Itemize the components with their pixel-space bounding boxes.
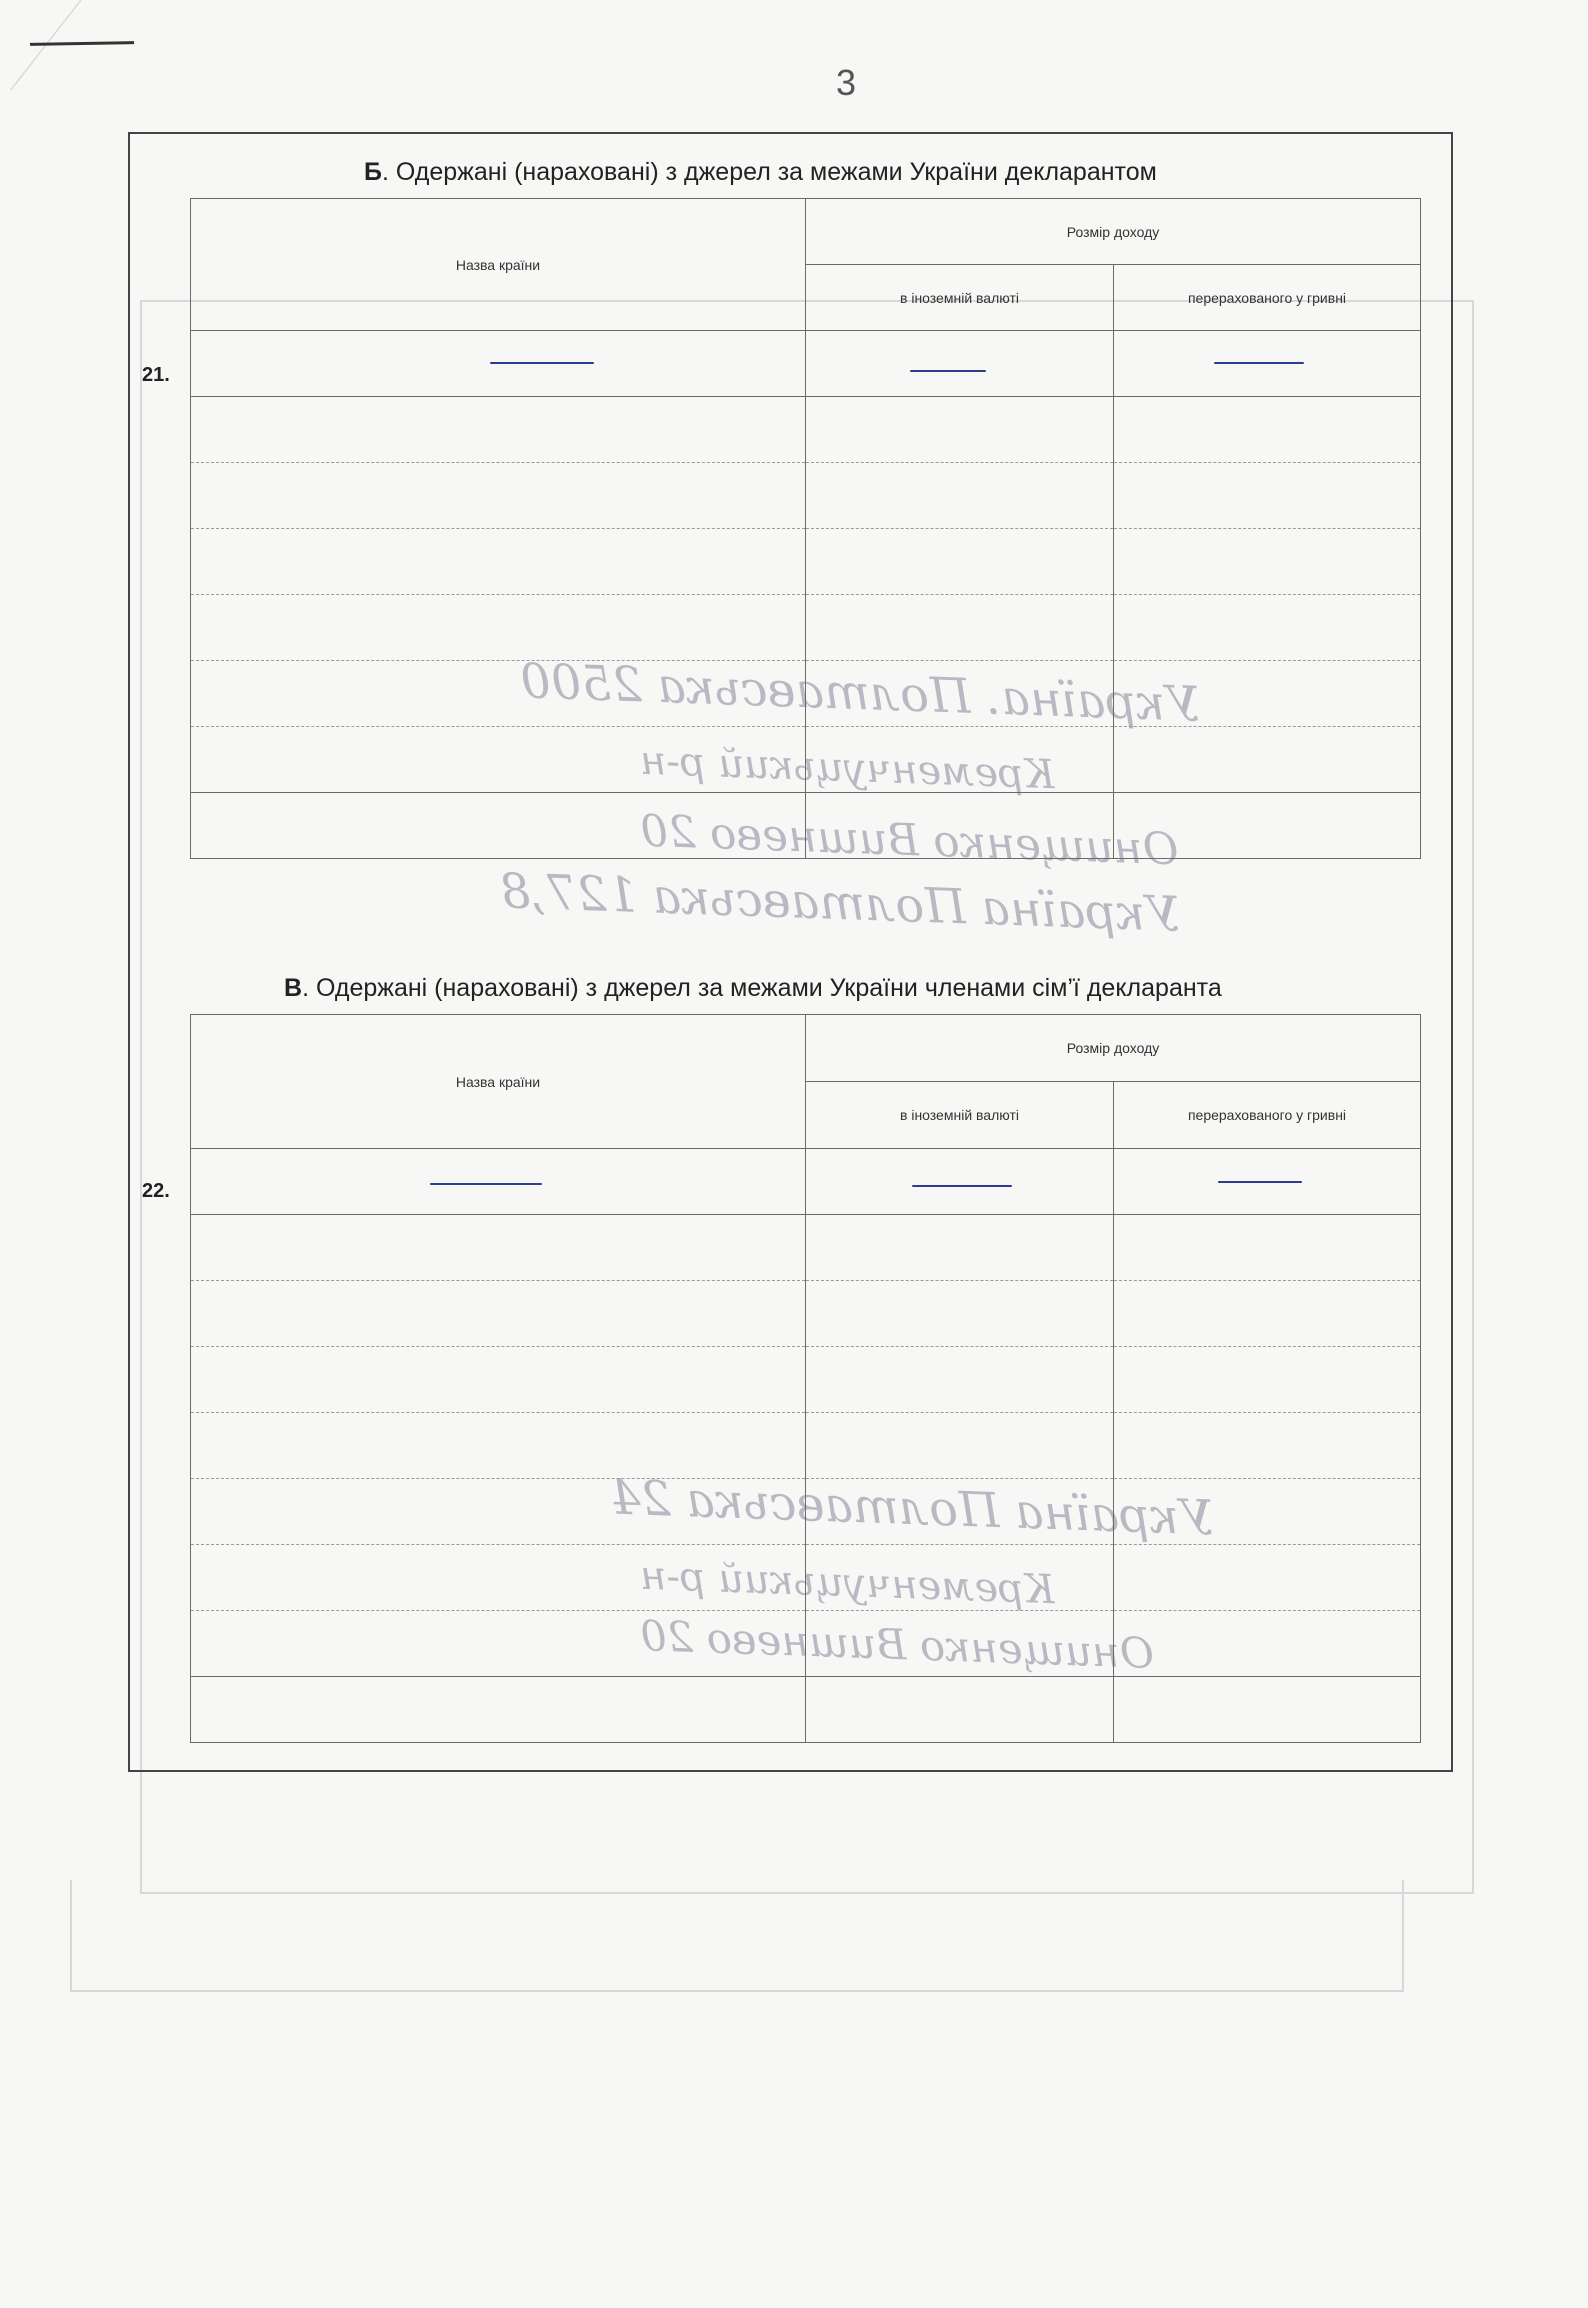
bleed-through-handwriting: Україна Полтавська 24	[609, 1469, 1215, 1547]
table-cell	[806, 463, 1114, 529]
table-cell	[806, 1149, 1114, 1215]
table-cell	[1114, 1281, 1421, 1347]
table-cell	[191, 1347, 806, 1413]
handwritten-dash	[1214, 362, 1304, 364]
section-v-table	[190, 1014, 1421, 1743]
row-number-21: 21.	[142, 364, 170, 386]
table-cell	[191, 595, 806, 661]
col-uah-header: перерахованого у гривні	[1114, 265, 1421, 331]
table-cell	[191, 1281, 806, 1347]
col-foreign-currency-header: в іноземній валюті	[806, 1082, 1114, 1149]
handwritten-dash	[430, 1183, 542, 1185]
bleed-through-handwriting: Кременчуцький р-н	[639, 737, 1056, 799]
table-cell	[191, 1413, 806, 1479]
table-cell	[1114, 529, 1421, 595]
table-cell	[806, 1215, 1114, 1281]
table-cell	[806, 1479, 1114, 1545]
table-cell	[1114, 1611, 1421, 1677]
col-uah-header: перерахованого у гривні	[1114, 1082, 1421, 1149]
page-corner-line	[30, 41, 134, 46]
table-cell	[191, 1677, 806, 1743]
table-cell	[1114, 793, 1421, 859]
table-cell	[806, 1347, 1114, 1413]
handwritten-dash	[912, 1185, 1012, 1187]
col-income-header: Розмір доходу	[806, 199, 1421, 265]
table-cell	[191, 529, 806, 595]
table-cell	[191, 1611, 806, 1677]
table-cell	[1114, 661, 1421, 727]
bleed-through-frame-lower	[70, 1880, 1404, 1992]
table-cell	[806, 1611, 1114, 1677]
bleed-through-handwriting: Україна. Полтавська 2500	[519, 653, 1201, 733]
table-cell	[1114, 595, 1421, 661]
table-cell	[806, 661, 1114, 727]
table-cell	[806, 595, 1114, 661]
table-cell	[806, 793, 1114, 859]
col-country-header: Назва країни	[191, 199, 806, 331]
col-country-header: Назва країни	[191, 1015, 806, 1149]
table-cell	[191, 1545, 806, 1611]
section-v-letter: В	[284, 974, 303, 1002]
table-cell	[191, 1479, 806, 1545]
table-cell	[1114, 1479, 1421, 1545]
table-cell	[191, 463, 806, 529]
section-b-title	[364, 158, 1157, 187]
handwritten-dash	[910, 370, 986, 372]
table-cell	[1114, 727, 1421, 793]
table-cell	[191, 1149, 806, 1215]
table-cell	[806, 397, 1114, 463]
table-cell	[1114, 1413, 1421, 1479]
page-number: 3	[836, 62, 857, 103]
section-b-title-text: . Одержані (нараховані) з джерел за межами України декларантом	[381, 158, 1157, 186]
table-cell	[806, 1413, 1114, 1479]
section-b-table	[190, 198, 1421, 859]
table-cell	[191, 1215, 806, 1281]
table-cell	[806, 331, 1114, 397]
table-cell	[806, 727, 1114, 793]
section-v-title	[284, 974, 1222, 1003]
table-cell	[1114, 1347, 1421, 1413]
table-cell	[191, 793, 806, 859]
table-cell	[806, 1545, 1114, 1611]
bleed-through-handwriting: Онищенко Вишнево 20	[639, 805, 1180, 876]
bleed-through-handwriting: Онищенко Вишнево 20	[639, 1611, 1155, 1678]
handwritten-dash	[1218, 1181, 1302, 1183]
table-cell	[191, 397, 806, 463]
col-foreign-currency-header: в іноземній валюті	[806, 265, 1114, 331]
table-cell	[191, 661, 806, 727]
table-cell	[806, 1677, 1114, 1743]
handwritten-dash	[490, 362, 594, 364]
col-income-header: Розмір доходу	[806, 1015, 1421, 1082]
table-cell	[806, 529, 1114, 595]
table-cell	[1114, 397, 1421, 463]
table-cell	[1114, 463, 1421, 529]
table-cell	[1114, 1677, 1421, 1743]
bleed-through-handwriting: Кременчуцький р-н	[639, 1552, 1056, 1614]
table-cell	[1114, 1545, 1421, 1611]
bleed-through-handwriting: Україна Полтавська 127,8	[499, 863, 1181, 943]
table-cell	[806, 1281, 1114, 1347]
section-v-title-text: . Одержані (нараховані) з джерел за межами України членами сім’ї декларанта	[302, 974, 1222, 1002]
table-cell	[191, 727, 806, 793]
table-cell	[1114, 1215, 1421, 1281]
row-number-22: 22.	[142, 1180, 170, 1202]
section-b-letter: Б	[364, 158, 382, 186]
